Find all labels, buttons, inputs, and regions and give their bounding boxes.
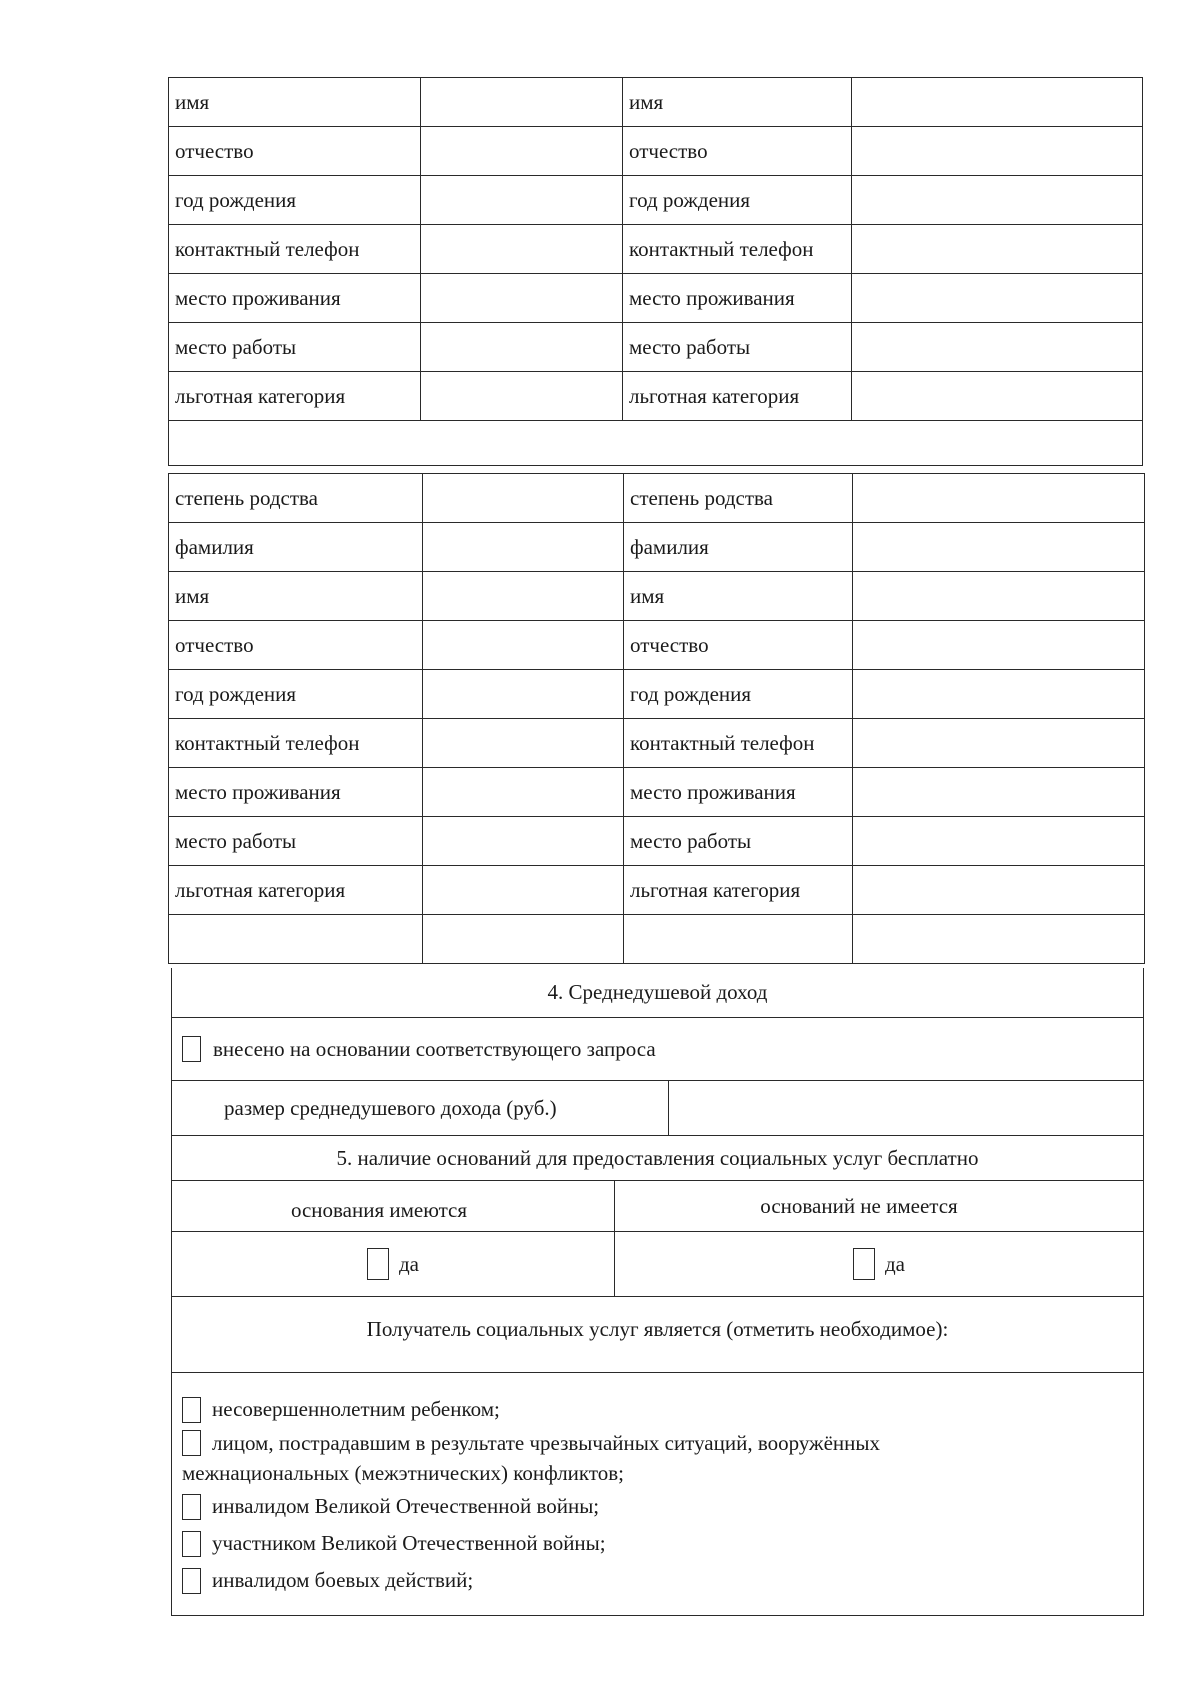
category-label: инвалидом боевых действий; bbox=[212, 1568, 474, 1592]
checkbox[interactable] bbox=[182, 1568, 201, 1594]
table-row bbox=[169, 372, 1143, 421]
checkbox[interactable] bbox=[182, 1036, 201, 1062]
field-value[interactable] bbox=[852, 127, 1143, 176]
category-item bbox=[182, 1488, 1143, 1525]
field-label bbox=[624, 915, 853, 964]
checkbox[interactable] bbox=[182, 1397, 201, 1423]
checkbox[interactable] bbox=[182, 1494, 201, 1520]
field-label: имя bbox=[623, 78, 852, 127]
category-item bbox=[182, 1391, 1143, 1428]
field-label: отчество bbox=[624, 621, 853, 670]
table-row bbox=[169, 474, 1145, 523]
category-item bbox=[182, 1428, 1143, 1488]
field-label: год рождения bbox=[623, 176, 852, 225]
field-label: контактный телефон bbox=[169, 719, 423, 768]
checkbox[interactable] bbox=[182, 1430, 201, 1456]
field-label: фамилия bbox=[169, 523, 423, 572]
field-value[interactable] bbox=[421, 274, 623, 323]
category-label: участником Великой Отечественной войны; bbox=[212, 1531, 606, 1555]
field-label: место проживания bbox=[169, 274, 421, 323]
table-row bbox=[169, 621, 1145, 670]
field-value[interactable] bbox=[421, 323, 623, 372]
relatives-table-2 bbox=[168, 473, 1145, 964]
field-label: год рождения bbox=[169, 176, 421, 225]
field-value[interactable] bbox=[423, 817, 624, 866]
field-value[interactable] bbox=[853, 670, 1145, 719]
field-label: место работы bbox=[624, 817, 853, 866]
field-value[interactable] bbox=[421, 372, 623, 421]
field-value[interactable] bbox=[421, 127, 623, 176]
table-row bbox=[169, 719, 1145, 768]
section-5-title-text: 5. наличие оснований для предоставления социальных услуг бесплатно bbox=[336, 1145, 979, 1170]
table-row bbox=[169, 915, 1145, 964]
field-label: место работы bbox=[623, 323, 852, 372]
grounds-absent-label: оснований не имеется bbox=[760, 1193, 958, 1218]
field-value[interactable] bbox=[423, 768, 624, 817]
field-value[interactable] bbox=[421, 78, 623, 127]
field-label: льготная категория bbox=[169, 866, 423, 915]
section-4-title bbox=[171, 968, 1144, 1018]
recipient-heading-row bbox=[171, 1297, 1144, 1373]
table-row bbox=[169, 176, 1143, 225]
field-value[interactable] bbox=[423, 474, 624, 523]
field-value[interactable] bbox=[423, 670, 624, 719]
field-value[interactable] bbox=[853, 523, 1145, 572]
category-label: лицом, пострадавшим в результате чрезвычайных ситуаций, вооружённых bbox=[212, 1430, 880, 1455]
category-item bbox=[182, 1562, 1143, 1599]
field-label: имя bbox=[169, 78, 421, 127]
field-label: контактный телефон bbox=[623, 225, 852, 274]
field-label: льготная категория bbox=[623, 372, 852, 421]
table-row bbox=[169, 78, 1143, 127]
relatives-table-1 bbox=[168, 77, 1143, 466]
field-value[interactable] bbox=[421, 176, 623, 225]
checkbox[interactable] bbox=[853, 1248, 875, 1280]
grounds-exist-label: основания имеются bbox=[290, 1197, 468, 1222]
section-5-options-row bbox=[171, 1232, 1144, 1297]
field-value[interactable] bbox=[853, 621, 1145, 670]
field-value[interactable] bbox=[852, 372, 1143, 421]
field-label: контактный телефон bbox=[169, 225, 421, 274]
table-row bbox=[169, 768, 1145, 817]
field-label: отчество bbox=[169, 621, 423, 670]
field-value[interactable] bbox=[423, 915, 624, 964]
field-value[interactable] bbox=[853, 866, 1145, 915]
checkbox-label: внесено на основании соответствующего запроса bbox=[213, 1036, 656, 1061]
field-value[interactable] bbox=[853, 474, 1145, 523]
table-row bbox=[169, 323, 1143, 372]
field-value[interactable] bbox=[423, 719, 624, 768]
recipient-heading: Получатель социальных услуг является (отметить необходимое): bbox=[366, 1317, 949, 1341]
field-value[interactable] bbox=[853, 817, 1145, 866]
checkbox[interactable] bbox=[367, 1248, 389, 1280]
field-value[interactable] bbox=[852, 323, 1143, 372]
field-value[interactable] bbox=[853, 768, 1145, 817]
table-row bbox=[169, 274, 1143, 323]
field-value[interactable] bbox=[423, 572, 624, 621]
field-label: место проживания bbox=[623, 274, 852, 323]
section-4-title-text: 4. Среднедушевой доход bbox=[547, 980, 768, 1004]
category-item bbox=[182, 1525, 1143, 1562]
field-label: контактный телефон bbox=[624, 719, 853, 768]
field-value[interactable] bbox=[853, 719, 1145, 768]
section-5-header-row bbox=[171, 1181, 1144, 1232]
field-label: место работы bbox=[169, 817, 423, 866]
table-row bbox=[169, 670, 1145, 719]
field-value[interactable] bbox=[421, 225, 623, 274]
field-value[interactable] bbox=[853, 572, 1145, 621]
field-label: степень родства bbox=[169, 474, 423, 523]
field-label: имя bbox=[624, 572, 853, 621]
income-label-cell bbox=[172, 1081, 669, 1135]
field-value[interactable] bbox=[852, 176, 1143, 225]
income-label: размер среднедушевого дохода (руб.) bbox=[224, 1095, 557, 1120]
field-label: льготная категория bbox=[169, 372, 421, 421]
grounds-absent-header bbox=[615, 1181, 1143, 1231]
option-label: да bbox=[398, 1251, 419, 1276]
empty-cell bbox=[169, 421, 1143, 466]
field-label: фамилия bbox=[624, 523, 853, 572]
table-row bbox=[169, 866, 1145, 915]
field-label bbox=[169, 915, 423, 964]
field-value[interactable] bbox=[853, 915, 1145, 964]
grounds-exist-header bbox=[172, 1181, 615, 1231]
field-label: льготная категория bbox=[624, 866, 853, 915]
field-value[interactable] bbox=[852, 225, 1143, 274]
table-row bbox=[169, 225, 1143, 274]
table-row bbox=[169, 572, 1145, 621]
field-label: место проживания bbox=[169, 768, 423, 817]
category-label-continued: межнациональных (межэтнических) конфликтов; bbox=[182, 1461, 624, 1485]
field-value[interactable] bbox=[423, 621, 624, 670]
field-label: год рождения bbox=[169, 670, 423, 719]
category-label: несовершеннолетним ребенком; bbox=[212, 1397, 500, 1421]
grounds-exist-option bbox=[172, 1232, 615, 1296]
field-label: степень родства bbox=[624, 474, 853, 523]
income-value-field[interactable] bbox=[669, 1081, 1143, 1135]
section-4-checkbox-row bbox=[171, 1018, 1144, 1081]
option-label: да bbox=[884, 1251, 905, 1276]
field-value[interactable] bbox=[423, 866, 624, 915]
table-row bbox=[169, 523, 1145, 572]
field-label: имя bbox=[169, 572, 423, 621]
table-row bbox=[169, 127, 1143, 176]
field-label: год рождения bbox=[624, 670, 853, 719]
table-spacer-row bbox=[169, 421, 1143, 466]
field-label: отчество bbox=[169, 127, 421, 176]
field-label: отчество bbox=[623, 127, 852, 176]
table-row bbox=[169, 817, 1145, 866]
category-label: инвалидом Великой Отечественной войны; bbox=[212, 1494, 600, 1518]
checkbox[interactable] bbox=[182, 1531, 201, 1557]
section-5-title bbox=[171, 1136, 1144, 1181]
field-value[interactable] bbox=[423, 523, 624, 572]
field-value[interactable] bbox=[852, 78, 1143, 127]
recipient-categories bbox=[171, 1373, 1144, 1616]
field-value[interactable] bbox=[852, 274, 1143, 323]
field-label: место работы bbox=[169, 323, 421, 372]
section-4-income-row bbox=[171, 1081, 1144, 1136]
field-label: место проживания bbox=[624, 768, 853, 817]
grounds-absent-option bbox=[615, 1232, 1143, 1296]
